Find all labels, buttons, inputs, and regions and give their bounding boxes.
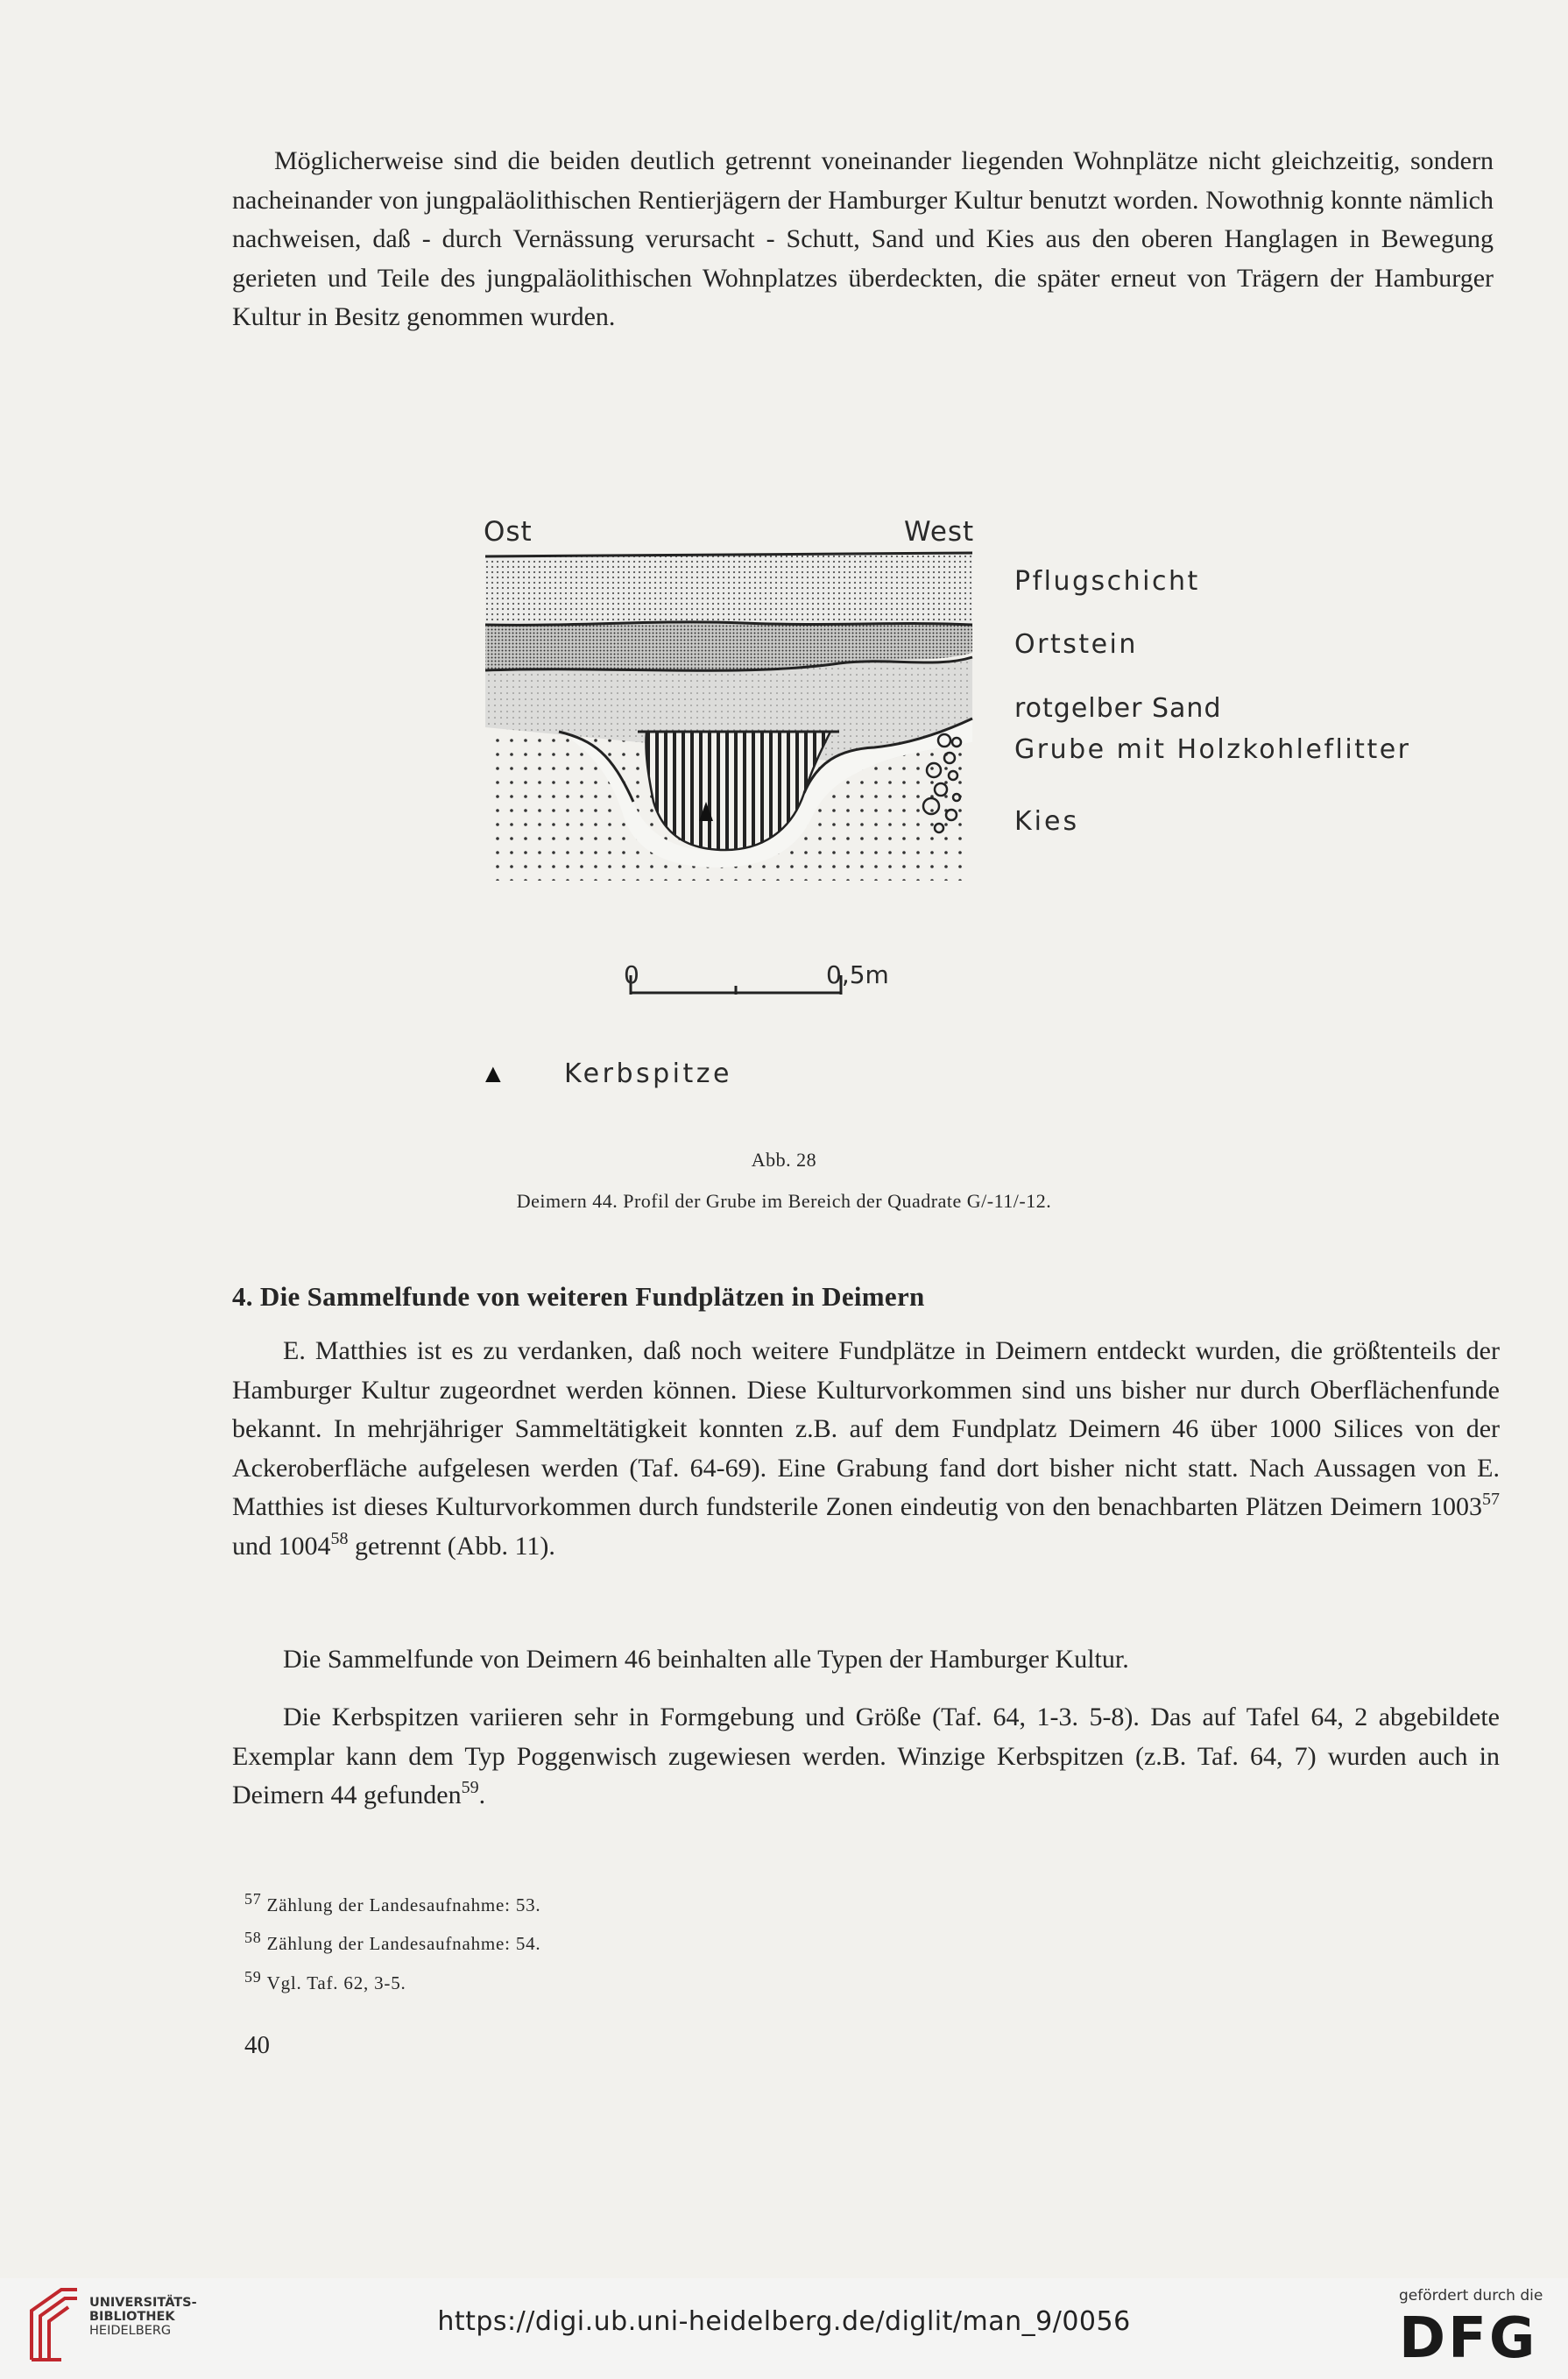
footnote-number: 59 — [244, 1968, 262, 1986]
scale-end-label: 0,5m — [826, 960, 889, 989]
figure-number: Abb. 28 — [751, 1149, 817, 1171]
layer-label-kies: Kies — [1014, 806, 1080, 837]
figure-caption: Deimern 44. Profil der Grube im Bereich der Quadrate G/-11/-12. — [516, 1190, 1052, 1212]
footnote-ref-58: 58 — [330, 1528, 349, 1548]
scale-bar — [624, 960, 889, 995]
p2-text-3: getrennt (Abb. 11). — [348, 1531, 555, 1561]
paragraph-3: Die Sammelfunde von Deimern 46 beinhalten alle Typen der Hamburger Kultur. — [283, 1645, 1129, 1674]
library-line-2: BIBLIOTHEK — [89, 2310, 175, 2324]
footnote-58 — [244, 1929, 541, 1955]
p2-text-2: und 1004 — [232, 1531, 331, 1561]
library-line-3: HEIDELBERG — [89, 2324, 172, 2338]
scale-start-label: 0 — [624, 960, 639, 989]
footnote-text: Zählung der Landesaufnahme: 53. — [266, 1894, 541, 1915]
p4-text-1: Die Kerbspitzen variieren sehr in Formgebung und Größe (Taf. 64, 1-3. 5-8). Das auf Tafel 64, 2 abgebildete Exemplar kann dem Typ Poggenwisch zugewiesen werden. Winzige Kerbspitzen (z.B. Taf. 64, 7) wurden auch in Deimern 44 gefunden — [232, 1703, 1500, 1809]
footnote-ref-57: 57 — [1482, 1490, 1500, 1509]
layer-label-pflugschicht: Pflugschicht — [1014, 566, 1200, 597]
legend-label: Kerbspitze — [564, 1059, 732, 1089]
paragraph-1: Möglicherweise sind die beiden deutlich getrennt voneinander liegenden Wohnplätze nicht gleichzeitig, sondern nacheinander von jungpaläolithischen Rentierjägern der Hamburger Kultur benutzt worden. Nowothnig konnte nämlich nachweisen, daß - durch Vernässung verursacht - Schutt, Sand und Kies aus den oberen Hanglagen in Bewegung gerieten und Teile des jungpaläolithischen Wohnplatzes überdeckten, die später erneut von Trägern der Hamburger Kultur in Besitz genommen wurden. — [232, 146, 1494, 331]
legend-triangle-icon: ▲ — [480, 1059, 506, 1088]
layer-label-sand: rotgelber Sand — [1014, 693, 1222, 724]
footnote-number: 58 — [244, 1929, 262, 1946]
footer-url-link[interactable]: https://digi.ub.uni-heidelberg.de/diglit/man_9/0056 — [437, 2306, 1131, 2337]
profile-left-label: Ost — [484, 516, 533, 548]
layer-label-ortstein: Ortstein — [1014, 629, 1138, 660]
profile-figure — [480, 513, 1444, 1113]
library-line-1: UNIVERSITÄTS- — [89, 2296, 197, 2310]
footnote-59 — [244, 1968, 406, 1994]
pflugschicht-layer — [485, 555, 972, 625]
footnote-ref-59: 59 — [461, 1778, 479, 1797]
dfg-logo: DFG — [1399, 2306, 1538, 2371]
page-number: 40 — [244, 2031, 270, 2059]
profile-drawing — [480, 513, 1444, 1108]
sponsor-text: gefördert durch die — [1399, 2287, 1543, 2305]
footnote-57 — [244, 1890, 541, 1916]
paragraph-2 — [232, 1332, 1500, 1566]
profile-right-label: West — [904, 516, 975, 548]
footnote-number: 57 — [244, 1890, 262, 1908]
paragraph-4 — [232, 1698, 1500, 1816]
footnote-text: Vgl. Taf. 62, 3-5. — [266, 1972, 406, 1993]
layer-label-grube: Grube mit Holzkohleflitter — [1014, 734, 1411, 765]
footnote-text: Zählung der Landesaufnahme: 54. — [266, 1933, 541, 1954]
p4-text-2: . — [478, 1781, 486, 1809]
section-heading: 4. Die Sammelfunde von weiteren Fundplätzen in Deimern — [232, 1281, 925, 1312]
p2-text-1: E. Matthies ist es zu verdanken, daß noch weitere Fundplätze in Deimern entdeckt wurden, die größtenteils der Hamburger Kultur zugeordnet werden können. Diese Kulturvorkommen sind uns bisher nur durch Oberflächenfunde bekannt. In mehrjähriger Sammeltätigkeit konnten z.B. auf dem Fundplatz Deimern 46 über 1000 Silices von der Ackeroberfläche aufgelesen werden (Taf. 64-69). Eine Grabung fand dort bisher nicht statt. Nach Aussagen von E. Matthies ist dieses Kulturvorkommen durch fundsterile Zonen eindeutig von den benachbarten Plätzen Deimern 1003 — [232, 1336, 1500, 1521]
